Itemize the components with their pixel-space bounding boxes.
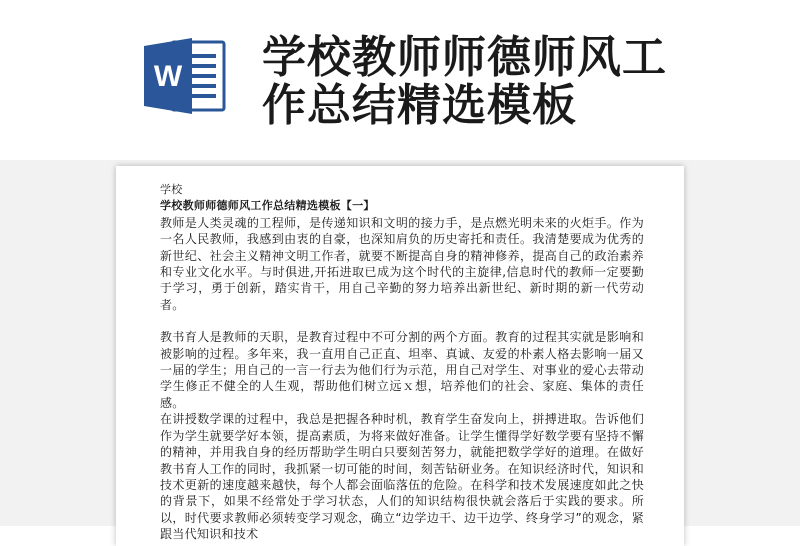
paragraph: 教师是人类灵魂的工程师，是传递知识和文明的接力手，是点燃光明未来的火炬手。作为一名人民教师，我感到由衷的自豪，也深知肩负的历史寄托和责任。我清楚要成为优秀的新世纪、社会主义精神文明工作者，就要不断提高自身的精神修养，提高自己的政治素养和专业文化水平。与时俱进,开拓进取已成为这个时代的主旋律,信息时代的教师一定要勤于学习，勇于创新，踏实肯干，用自己辛勤的努力培养出新世纪、新时期的新一代劳动者。 [160,215,644,312]
paragraph: 教书育人是教师的天职，是教育过程中不可分割的两个方面。教育的过程其实就是影响和被影响的过程。多年来，我一直用自己正直、坦率、真诚、友爱的朴素人格去影响一届又一届的学生；用自己的一言一行去为他们行为示范，用自己对学生、对事业的爱心去带动学生修正不健全的人生观，帮助他们树立远ｘ想，培养他们的社会、家庭、集体的责任感。 [160,330,644,410]
header [0,0,800,160]
paragraph-gap [160,313,644,329]
document-subtitle: 学校教师师德师风工作总结精选模板【一】 [160,199,375,213]
document-content [160,182,644,543]
page-title: 学校教师师德师风工作总结精选模板 [262,32,667,131]
document-page [116,166,684,546]
word-icon-letter: W [153,60,183,93]
word-icon [142,34,228,118]
document-category: 学校 [160,183,183,196]
paragraph: 在讲授数学课的过程中，我总是把握各种时机，教育学生奋发向上，拼搏进取。告诉他们作为学生就要学好本领，提高素质，为将来做好准备。让学生懂得学好数学要有坚持不懈的精神，并用我自身的经历帮助学生明白只要刻苦努力，就能把数学学好的道理。在做好教书育人工作的同时，我抓紧一切可能的时间，刻苦钻研业务。在知识经济时代，知识和技术更新的速度越来越快，每个人都会面临落伍的危险。在科学和技术发展速度如此之快的背景下，如果不经常处于学习状态，人们的知识结构很快就会落后于实践的要求。所以，时代要求教师必须转变学习观念，确立“边学边干、边干边学、终身学习”的观念，紧跟当代知识和技术 [160,412,644,542]
